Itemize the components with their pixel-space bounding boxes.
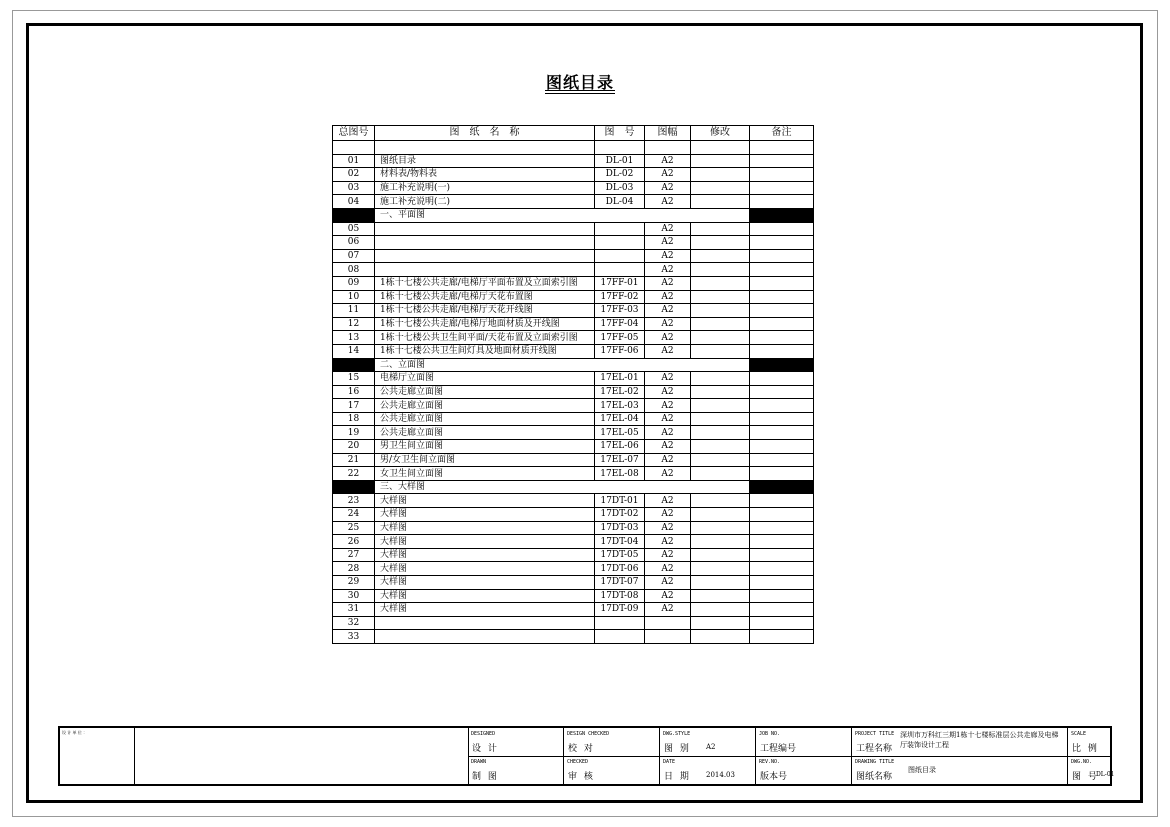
sheet-size: A2 — [645, 426, 691, 440]
drawing-code — [595, 222, 645, 236]
remarks-cell — [750, 168, 814, 182]
sheet-size — [645, 616, 691, 630]
sheet-size: A2 — [645, 412, 691, 426]
sheet-size: A2 — [645, 467, 691, 481]
revision-cell — [691, 276, 750, 290]
remarks-cell — [750, 412, 814, 426]
sheet-number: 32 — [333, 616, 375, 630]
project-title-label: 工程名称 — [856, 744, 893, 754]
drawing-index-table — [332, 125, 814, 644]
revision-cell — [691, 548, 750, 562]
table-body — [333, 141, 814, 644]
sheet-size: A2 — [645, 236, 691, 250]
project-title-value: 深圳市万科红三期1栋十七楼标准层公共走廊及电梯厅装饰设计工程 — [900, 731, 1059, 749]
remarks-cell — [750, 494, 814, 508]
drawing-code: 17DT-04 — [595, 535, 645, 549]
drawing-name — [375, 236, 595, 250]
drawing-name — [375, 249, 595, 263]
remarks-cell — [750, 290, 814, 304]
revision-cell — [691, 236, 750, 250]
title-block-divider — [468, 756, 1110, 757]
drawing-name: 大样图 — [375, 508, 595, 522]
drawing-name: 材料表/物料表 — [375, 168, 595, 182]
drawing-name: 电梯厅立面图 — [375, 372, 595, 386]
drawing-code: 17DT-08 — [595, 589, 645, 603]
drawing-name: 大样图 — [375, 548, 595, 562]
revision-cell — [691, 616, 750, 630]
rev-no-label: 版本号 — [760, 772, 788, 782]
sheet-size: A2 — [645, 399, 691, 413]
title-block-notes: 设 计 单 位 ： — [60, 728, 135, 784]
drawing-title-caption: DRAWING TITLE — [855, 759, 895, 765]
header-sheet-size: 图幅 — [645, 126, 691, 141]
remarks-cell — [750, 603, 814, 617]
sheet-number: 24 — [333, 508, 375, 522]
drawing-code — [595, 630, 645, 644]
table-row — [333, 603, 814, 617]
project-title-caption: PROJECT TITLE — [855, 731, 895, 737]
sheet-size: A2 — [645, 168, 691, 182]
drawing-name: 大样图 — [375, 603, 595, 617]
table-row — [333, 222, 814, 236]
sheet-size: A2 — [645, 508, 691, 522]
revision-cell — [691, 317, 750, 331]
drawing-code: 17DT-01 — [595, 494, 645, 508]
drawing-code: 17FF-03 — [595, 304, 645, 318]
drawing-code — [595, 249, 645, 263]
section-title: 三、大样图 — [375, 480, 750, 494]
title-underline-second — [545, 93, 615, 94]
drawing-name — [375, 630, 595, 644]
remarks-cell — [750, 630, 814, 644]
revision-cell — [691, 344, 750, 358]
remarks-cell — [750, 576, 814, 590]
table-row — [333, 616, 814, 630]
title-block — [58, 726, 1115, 786]
drawn-label: 制 图 — [472, 772, 499, 782]
drawing-name: 施工补充说明(一) — [375, 181, 595, 195]
table-row — [333, 372, 814, 386]
revision-cell — [691, 249, 750, 263]
header-sheet-number: 总图号 — [333, 126, 375, 141]
empty-cell — [645, 141, 691, 155]
sheet-size: A2 — [645, 521, 691, 535]
revision-cell — [691, 521, 750, 535]
sheet-number: 10 — [333, 290, 375, 304]
remarks-cell — [750, 426, 814, 440]
section-row — [333, 358, 814, 372]
drawing-name: 大样图 — [375, 562, 595, 576]
drawing-code: 17EL-07 — [595, 453, 645, 467]
sheet-number: 20 — [333, 440, 375, 454]
drawing-code: 17FF-05 — [595, 331, 645, 345]
remarks-cell — [750, 317, 814, 331]
drawing-name: 男卫生间立面图 — [375, 440, 595, 454]
section-marker — [750, 358, 814, 372]
table-row — [333, 426, 814, 440]
remarks-cell — [750, 562, 814, 576]
sheet-size: A2 — [645, 195, 691, 209]
header-remarks: 备注 — [750, 126, 814, 141]
checked-label: 审 核 — [568, 772, 595, 782]
sheet-size: A2 — [645, 548, 691, 562]
remarks-cell — [750, 399, 814, 413]
drawing-name: 公共走廊立面图 — [375, 385, 595, 399]
empty-cell — [750, 141, 814, 155]
sheet-size: A2 — [645, 317, 691, 331]
table-row — [333, 548, 814, 562]
design-checked-label: 校 对 — [568, 744, 595, 754]
revision-cell — [691, 630, 750, 644]
spacer-row — [333, 141, 814, 155]
revision-cell — [691, 372, 750, 386]
sheet-size: A2 — [645, 453, 691, 467]
sheet-number: 21 — [333, 453, 375, 467]
drawing-name: 1栋十七楼公共走廊/电梯厅天花开线图 — [375, 304, 595, 318]
sheet-number: 11 — [333, 304, 375, 318]
drawing-name: 大样图 — [375, 589, 595, 603]
revision-cell — [691, 467, 750, 481]
table-row — [333, 249, 814, 263]
drawing-name: 1栋十七楼公共卫生间平面/天花布置及立面索引图 — [375, 331, 595, 345]
header-revision: 修改 — [691, 126, 750, 141]
drawing-name: 施工补充说明(二) — [375, 195, 595, 209]
drawing-name: 1栋十七楼公共走廊/电梯厅平面布置及立面索引图 — [375, 276, 595, 290]
revision-cell — [691, 440, 750, 454]
sheet-number: 15 — [333, 372, 375, 386]
table-row — [333, 304, 814, 318]
drawing-code: 17EL-05 — [595, 426, 645, 440]
table-row — [333, 317, 814, 331]
remarks-cell — [750, 236, 814, 250]
revision-cell — [691, 508, 750, 522]
drawing-code: 17DT-02 — [595, 508, 645, 522]
sheet-number: 31 — [333, 603, 375, 617]
drawing-code: 17DT-07 — [595, 576, 645, 590]
revision-cell — [691, 399, 750, 413]
drawing-code: 17FF-04 — [595, 317, 645, 331]
section-title: 二、立面图 — [375, 358, 750, 372]
table-row — [333, 576, 814, 590]
drawing-name — [375, 263, 595, 277]
sheet-size: A2 — [645, 576, 691, 590]
job-no-caption: JOB NO. — [759, 731, 781, 737]
drawing-code: 17FF-02 — [595, 290, 645, 304]
remarks-cell — [750, 154, 814, 168]
scale-caption: SCALE — [1071, 731, 1087, 737]
revision-cell — [691, 426, 750, 440]
drawing-code: 17FF-06 — [595, 344, 645, 358]
revision-cell — [691, 453, 750, 467]
date-caption: DATE — [663, 759, 676, 765]
sheet-number: 02 — [333, 168, 375, 182]
sheet-number: 06 — [333, 236, 375, 250]
sheet-size: A2 — [645, 249, 691, 263]
table-row — [333, 154, 814, 168]
drawing-name: 1栋十七楼公共走廊/电梯厅地面材质及开线图 — [375, 317, 595, 331]
sheet-number: 23 — [333, 494, 375, 508]
dwg-no-caption: DWG.NO. — [1071, 759, 1093, 765]
table-row — [333, 494, 814, 508]
drawing-name: 女卫生间立面图 — [375, 467, 595, 481]
empty-cell — [691, 141, 750, 155]
revision-cell — [691, 154, 750, 168]
sheet-size: A2 — [645, 331, 691, 345]
dwg-no-label: 图 号 — [1072, 772, 1099, 782]
table-row — [333, 440, 814, 454]
sheet-number: 12 — [333, 317, 375, 331]
section-marker — [750, 208, 814, 222]
design-checked-caption: DESIGN CHECKED — [567, 731, 610, 737]
drawing-code: 17DT-03 — [595, 521, 645, 535]
sheet-number: 27 — [333, 548, 375, 562]
remarks-cell — [750, 616, 814, 630]
sheet-number: 30 — [333, 589, 375, 603]
drawing-name — [375, 616, 595, 630]
header-drawing-code: 图 号 — [595, 126, 645, 141]
table-row — [333, 453, 814, 467]
drawing-code: 17DT-05 — [595, 548, 645, 562]
table-row — [333, 589, 814, 603]
sheet-number: 09 — [333, 276, 375, 290]
sheet-size: A2 — [645, 535, 691, 549]
empty-cell — [333, 141, 375, 155]
drawing-code: 17DT-06 — [595, 562, 645, 576]
sheet-number: 18 — [333, 412, 375, 426]
section-row — [333, 480, 814, 494]
sheet-size: A2 — [645, 154, 691, 168]
remarks-cell — [750, 521, 814, 535]
drawing-code: DL-01 — [595, 154, 645, 168]
drawing-name: 男/女卫生间立面图 — [375, 453, 595, 467]
sheet-size: A2 — [645, 276, 691, 290]
revision-cell — [691, 535, 750, 549]
sheet-number: 22 — [333, 467, 375, 481]
sheet-size — [645, 630, 691, 644]
drawing-code — [595, 236, 645, 250]
remarks-cell — [750, 331, 814, 345]
revision-cell — [691, 412, 750, 426]
sheet-number: 17 — [333, 399, 375, 413]
table-row — [333, 236, 814, 250]
drawing-name: 公共走廊立面图 — [375, 426, 595, 440]
sheet-size: A2 — [645, 589, 691, 603]
scale-label: 比 例 — [1072, 744, 1099, 754]
sheet-number: 25 — [333, 521, 375, 535]
dwg-style-caption: DWG.STYLE — [663, 731, 691, 737]
sheet-number: 13 — [333, 331, 375, 345]
drawing-name: 大样图 — [375, 535, 595, 549]
table-row — [333, 344, 814, 358]
table-row — [333, 399, 814, 413]
table-row — [333, 630, 814, 644]
table-row — [333, 508, 814, 522]
sheet-number: 16 — [333, 385, 375, 399]
sheet-number: 28 — [333, 562, 375, 576]
page-title: 图纸目录 — [545, 73, 614, 92]
drawing-name: 大样图 — [375, 576, 595, 590]
remarks-cell — [750, 508, 814, 522]
table-row — [333, 385, 814, 399]
drawing-code — [595, 616, 645, 630]
drawing-code: DL-02 — [595, 168, 645, 182]
designed-label: 设 计 — [472, 744, 499, 754]
table-row — [333, 181, 814, 195]
sheet-number: 33 — [333, 630, 375, 644]
drawing-title-value: 图纸目录 — [908, 766, 936, 774]
table-row — [333, 562, 814, 576]
drawing-code: 17EL-08 — [595, 467, 645, 481]
drawing-code: 17EL-02 — [595, 385, 645, 399]
section-marker — [333, 208, 375, 222]
remarks-cell — [750, 535, 814, 549]
job-no-label: 工程编号 — [760, 744, 797, 754]
sheet-number: 07 — [333, 249, 375, 263]
sheet-size: A2 — [645, 494, 691, 508]
drawing-code: 17EL-03 — [595, 399, 645, 413]
sheet-number: 08 — [333, 263, 375, 277]
revision-cell — [691, 589, 750, 603]
sheet-size: A2 — [645, 181, 691, 195]
designed-caption: DESIGNED — [471, 731, 496, 737]
revision-cell — [691, 385, 750, 399]
remarks-cell — [750, 195, 814, 209]
revision-cell — [691, 576, 750, 590]
sheet-size: A2 — [645, 562, 691, 576]
remarks-cell — [750, 304, 814, 318]
revision-cell — [691, 181, 750, 195]
drawing-code: 17EL-04 — [595, 412, 645, 426]
date-label: 日 期 — [664, 772, 691, 782]
sheet-size: A2 — [645, 603, 691, 617]
remarks-cell — [750, 385, 814, 399]
table-row — [333, 521, 814, 535]
remarks-cell — [750, 453, 814, 467]
revision-cell — [691, 603, 750, 617]
table-row — [333, 412, 814, 426]
sheet-size: A2 — [645, 222, 691, 236]
drawing-code: 17DT-09 — [595, 603, 645, 617]
drawing-title-label: 图纸名称 — [856, 772, 893, 782]
empty-cell — [375, 141, 595, 155]
remarks-cell — [750, 372, 814, 386]
sheet-size: A2 — [645, 263, 691, 277]
remarks-cell — [750, 344, 814, 358]
drawing-code: 17FF-01 — [595, 276, 645, 290]
revision-cell — [691, 331, 750, 345]
sheet-number: 03 — [333, 181, 375, 195]
dwg-style-value: A2 — [706, 743, 716, 751]
sheet-number: 04 — [333, 195, 375, 209]
sheet-number: 01 — [333, 154, 375, 168]
sheet-size: A2 — [645, 304, 691, 318]
section-row — [333, 208, 814, 222]
dwg-style-label: 图 别 — [664, 744, 691, 754]
remarks-cell — [750, 589, 814, 603]
sheet-size: A2 — [645, 385, 691, 399]
sheet-number: 19 — [333, 426, 375, 440]
revision-cell — [691, 494, 750, 508]
sheet-size: A2 — [645, 290, 691, 304]
table-row — [333, 535, 814, 549]
table-row — [333, 467, 814, 481]
header-drawing-name: 图 纸 名 称 — [375, 126, 595, 141]
drawing-name: 图纸目录 — [375, 154, 595, 168]
drawing-code: 17EL-06 — [595, 440, 645, 454]
remarks-cell — [750, 548, 814, 562]
remarks-cell — [750, 467, 814, 481]
revision-cell — [691, 195, 750, 209]
sheet-number: 26 — [333, 535, 375, 549]
remarks-cell — [750, 222, 814, 236]
section-marker — [333, 480, 375, 494]
section-marker — [750, 480, 814, 494]
remarks-cell — [750, 249, 814, 263]
table-header-row — [333, 126, 814, 141]
drawing-name: 大样图 — [375, 521, 595, 535]
sheet-size: A2 — [645, 440, 691, 454]
drawing-name: 公共走廊立面图 — [375, 412, 595, 426]
drawing-code — [595, 263, 645, 277]
drawing-name: 大样图 — [375, 494, 595, 508]
title-underline — [545, 90, 615, 91]
remarks-cell — [750, 181, 814, 195]
sheet-number: 14 — [333, 344, 375, 358]
remarks-cell — [750, 440, 814, 454]
date-value: 2014.03 — [706, 771, 735, 779]
table-row — [333, 276, 814, 290]
rev-no-caption: REV.NO. — [759, 759, 781, 765]
revision-cell — [691, 562, 750, 576]
dwg-no-value: DL-01 — [1096, 771, 1115, 778]
drawing-code: DL-04 — [595, 195, 645, 209]
revision-cell — [691, 168, 750, 182]
table-row — [333, 290, 814, 304]
drawing-name: 1栋十七楼公共卫生间灯具及地面材质开线图 — [375, 344, 595, 358]
revision-cell — [691, 222, 750, 236]
sheet-size: A2 — [645, 344, 691, 358]
revision-cell — [691, 290, 750, 304]
section-title: 一、平面图 — [375, 208, 750, 222]
table-row — [333, 331, 814, 345]
table-row — [333, 263, 814, 277]
sheet-number: 29 — [333, 576, 375, 590]
table-row — [333, 168, 814, 182]
remarks-cell — [750, 263, 814, 277]
drawn-caption: DRAWN — [471, 759, 487, 765]
drawing-name — [375, 222, 595, 236]
sheet-size: A2 — [645, 372, 691, 386]
checked-caption: CHECKED — [567, 759, 589, 765]
revision-cell — [691, 263, 750, 277]
remarks-cell — [750, 276, 814, 290]
title-block-logo-area — [135, 728, 469, 784]
table-row — [333, 195, 814, 209]
section-marker — [333, 358, 375, 372]
drawing-code: 17EL-01 — [595, 372, 645, 386]
revision-cell — [691, 304, 750, 318]
drawing-code: DL-03 — [595, 181, 645, 195]
empty-cell — [595, 141, 645, 155]
drawing-name: 公共走廊立面图 — [375, 399, 595, 413]
drawing-name: 1栋十七楼公共走廊/电梯厅天花布置图 — [375, 290, 595, 304]
sheet-number: 05 — [333, 222, 375, 236]
